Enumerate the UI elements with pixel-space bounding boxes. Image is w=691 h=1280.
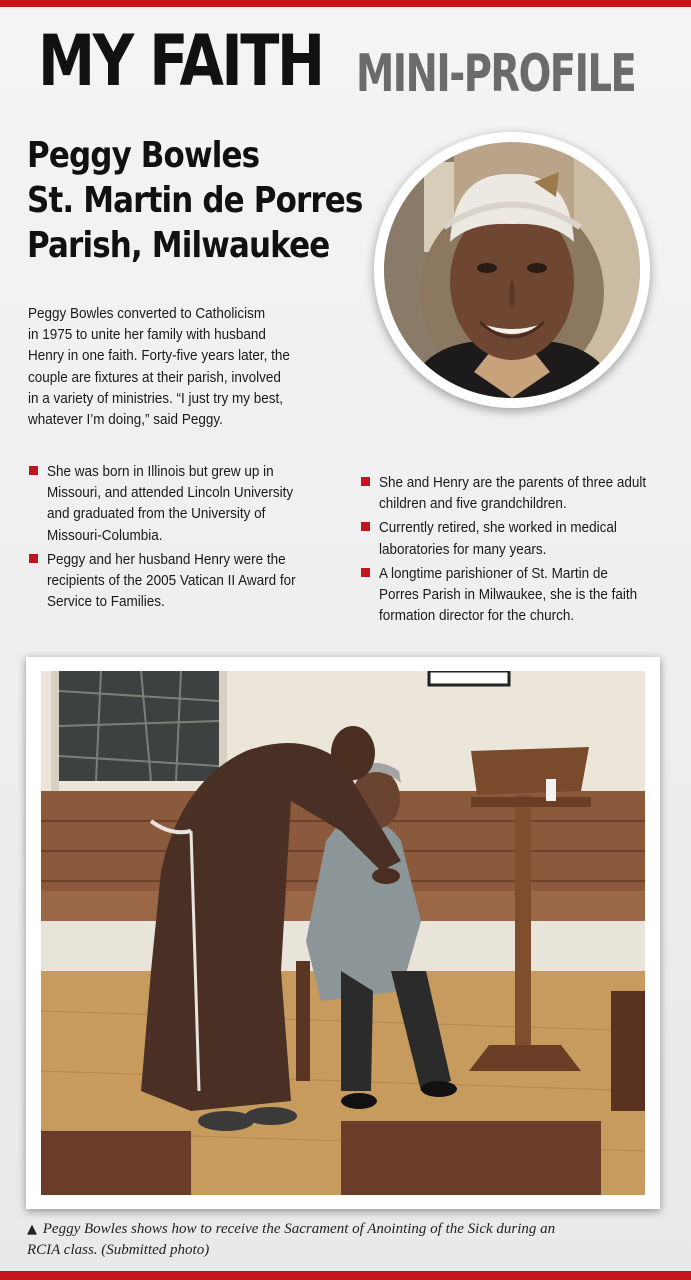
bullet-line: recipients of the 2005 Vatican II Award for — [47, 572, 296, 590]
portrait-frame — [374, 132, 650, 408]
intro-line: Peggy Bowles converted to Catholicism — [28, 305, 266, 322]
bullet-item — [360, 517, 670, 559]
portrait-photo — [384, 142, 640, 398]
bullet-item — [360, 563, 670, 627]
top-red-rule — [0, 0, 691, 7]
bullet-line: Peggy and her husband Henry were the — [47, 550, 286, 568]
bullet-line: Currently retired, she worked in medical — [379, 519, 617, 537]
red-square-bullet-icon — [29, 554, 38, 563]
bullet-line: and graduated from the University of — [47, 505, 266, 523]
bullet-line: A longtime parishioner of St. Martin de — [379, 564, 608, 582]
red-square-bullet-icon — [361, 477, 370, 486]
triangle-up-icon: ▲ — [27, 1222, 37, 1237]
intro-line: couple are fixtures at their parish, involved — [28, 368, 281, 386]
feature-photo-frame — [26, 657, 660, 1209]
profile-parish-line-2: Parish, Milwaukee — [27, 225, 330, 266]
intro-line: whatever I’m doing,” said Peggy. — [28, 411, 223, 429]
caption-line-1: Peggy Bowles shows how to receive the Sacrament of Anointing of the Sick during an — [42, 1221, 556, 1237]
intro-paragraph — [28, 303, 328, 430]
bullet-item — [360, 472, 670, 514]
intro-line: Henry in one faith. Forty-five years later, the — [28, 347, 290, 365]
bullet-line: children and five grandchildren. — [379, 495, 567, 513]
bullet-line: Service to Families. — [47, 593, 165, 611]
intro-line: in 1975 to unite her family with husband — [28, 326, 266, 344]
bullet-line: Missouri, and attended Lincoln University — [47, 484, 294, 502]
bullet-line: She was born in Illinois but grew up in — [47, 463, 274, 480]
header-title-sub: MINI-PROFILE — [356, 44, 636, 104]
bullet-list-right — [360, 472, 670, 629]
bullet-line: laboratories for many years. — [379, 540, 547, 558]
profile-name: Peggy Bowles — [27, 135, 260, 176]
feature-photo — [41, 671, 645, 1195]
intro-line: in a variety of ministries. “I just try my best, — [28, 389, 284, 407]
feature-photo-illustration — [41, 671, 645, 1195]
profile-parish-line-1: St. Martin de Porres — [27, 180, 363, 221]
bottom-red-rule — [0, 1271, 691, 1280]
bullet-item — [28, 549, 338, 613]
photo-caption — [27, 1219, 667, 1260]
bullet-line: Porres Parish in Milwaukee, she is the faith — [379, 586, 638, 604]
caption-line-2: RCIA class. (Submitted photo) — [27, 1242, 210, 1258]
red-square-bullet-icon — [361, 568, 370, 577]
portrait-illustration — [384, 142, 640, 398]
red-square-bullet-icon — [29, 466, 38, 475]
section-header — [38, 18, 636, 104]
red-square-bullet-icon — [361, 522, 370, 531]
header-title-main: MY FAITH — [38, 20, 323, 102]
bullet-line: She and Henry are the parents of three adult — [379, 474, 647, 491]
bullet-line: Missouri-Columbia. — [47, 526, 163, 544]
bullet-item — [28, 461, 338, 546]
bullet-line: formation director for the church. — [379, 607, 575, 625]
profile-heading — [27, 133, 363, 268]
bullet-list-left — [28, 461, 338, 615]
